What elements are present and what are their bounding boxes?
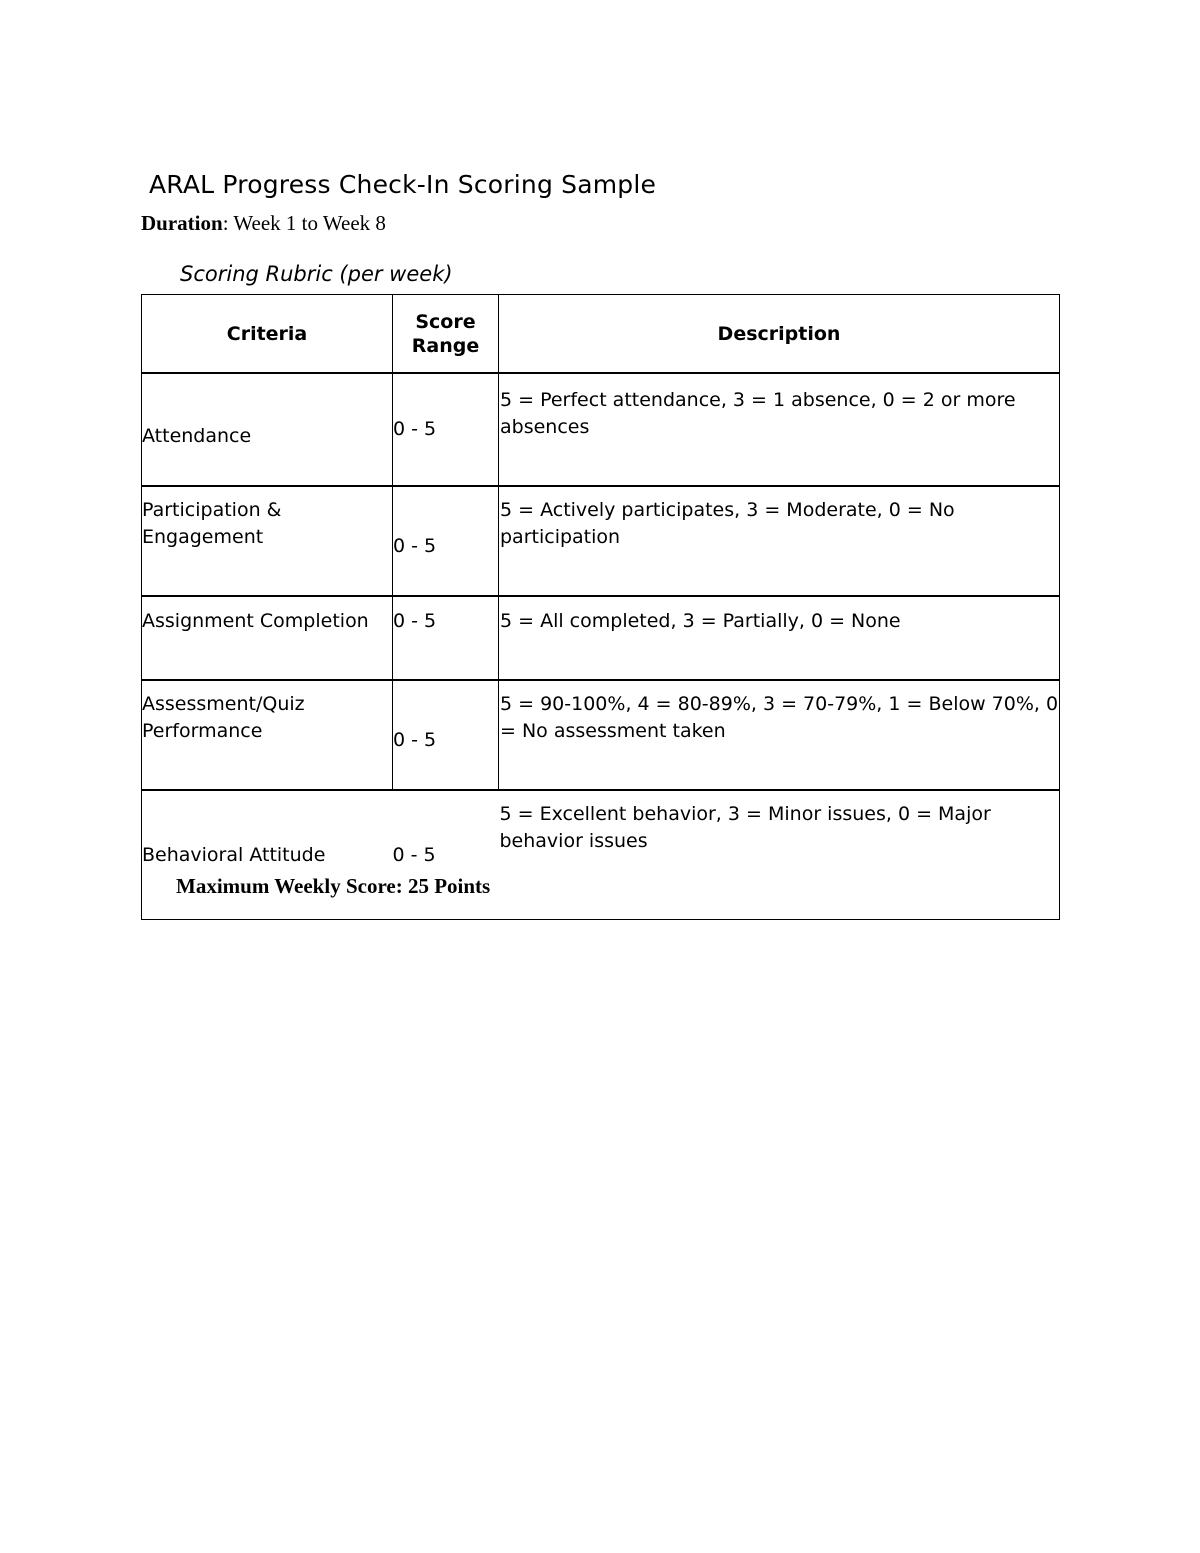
table-row: [142, 596, 1060, 680]
description-cell: 5 = All completed, 3 = Partially, 0 = None: [499, 596, 1060, 680]
description-cell: 5 = Excellent behavior, 3 = Minor issues, 0 = Major behavior issues: [499, 790, 1060, 920]
rubric-heading: Scoring Rubric (per week): [180, 262, 453, 286]
duration-value: : Week 1 to Week 8: [222, 211, 386, 235]
score-cell: 0 - 5: [393, 486, 499, 596]
description-cell: 5 = Actively participates, 3 = Moderate, 0 = No participation: [499, 486, 1060, 596]
criteria-cell: Assessment/Quiz Performance: [142, 680, 393, 790]
criteria-cell: Attendance: [142, 373, 393, 486]
header-score-line2: Range: [411, 334, 480, 357]
table-header-row: [142, 295, 1060, 374]
document-title: ARAL Progress Check-In Scoring Sample: [149, 170, 657, 199]
table-row: [142, 790, 1060, 920]
table-row: [142, 373, 1060, 486]
score-cell: 0 - 5: [393, 596, 499, 680]
duration-label: Duration: [141, 211, 223, 235]
criteria-cell: Behavioral Attitude: [142, 790, 393, 920]
scoring-rubric-table: [141, 294, 1060, 920]
criteria-cell: Participation & Engagement: [142, 486, 393, 596]
criteria-cell: Assignment Completion: [142, 596, 393, 680]
score-cell: 0 - 5: [393, 790, 499, 920]
description-cell: 5 = Perfect attendance, 3 = 1 absence, 0 = 2 or more absences: [499, 373, 1060, 486]
maximum-weekly-score: Maximum Weekly Score: 25 Points: [176, 874, 491, 898]
table-row: [142, 680, 1060, 790]
description-cell: 5 = 90-100%, 4 = 80-89%, 3 = 70-79%, 1 = Below 70%, 0 = No assessment taken: [499, 680, 1060, 790]
header-criteria: Criteria: [142, 295, 393, 374]
score-cell: 0 - 5: [393, 680, 499, 790]
header-score-line1: Score: [415, 310, 476, 333]
duration-line: [141, 211, 386, 236]
header-score-range: [393, 295, 499, 374]
score-cell: 0 - 5: [393, 373, 499, 486]
header-description: Description: [499, 295, 1060, 374]
table-row: [142, 486, 1060, 596]
